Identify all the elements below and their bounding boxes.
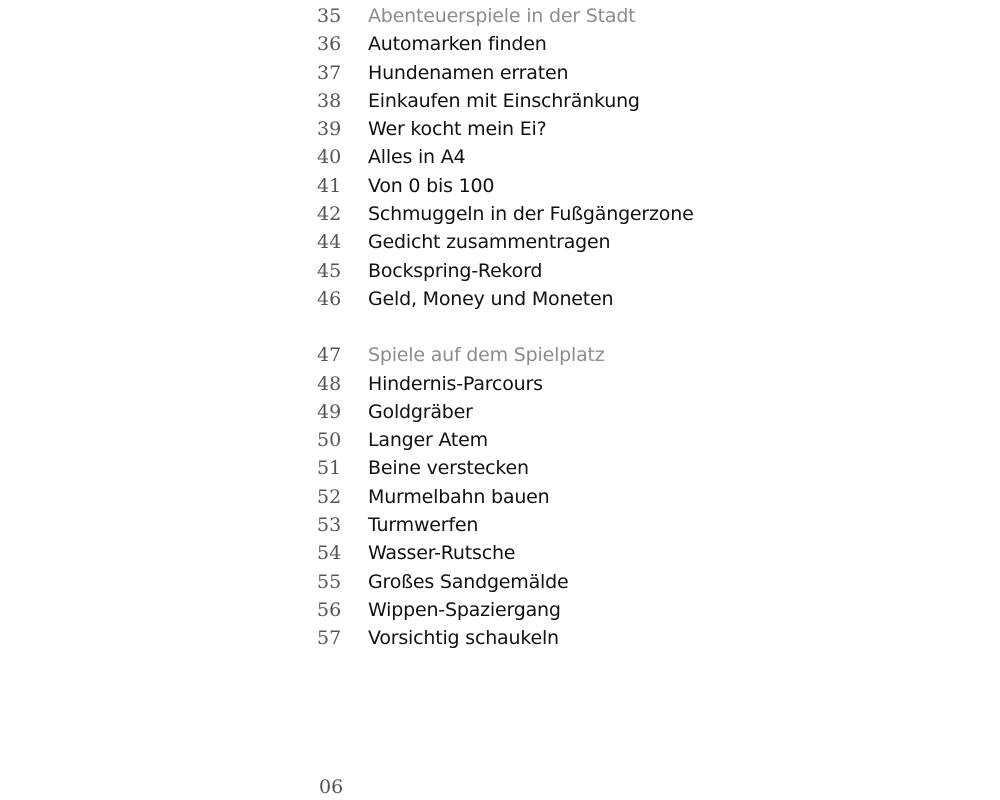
- toc-entry: [317, 172, 797, 200]
- toc-entry: [317, 596, 797, 624]
- page-number: 36: [317, 33, 342, 56]
- footer-page-number: 06: [319, 776, 344, 798]
- page-number: 41: [317, 174, 342, 197]
- section-heading: [317, 341, 797, 369]
- toc-entry: [317, 59, 797, 87]
- entry-title: Turmwerfen: [368, 514, 479, 537]
- entry-title: Langer Atem: [368, 429, 488, 452]
- entry-title: Geld, Money und Moneten: [368, 287, 614, 310]
- entry-title: Gedicht zusammentragen: [368, 231, 611, 254]
- entry-title: Großes Sandgemälde: [368, 570, 569, 593]
- toc-entry: [317, 511, 797, 539]
- toc-entry: [317, 30, 797, 58]
- page-number: 47: [317, 344, 342, 367]
- page-number: 57: [317, 627, 342, 650]
- page-number: 51: [317, 457, 342, 480]
- toc-entry: [317, 483, 797, 511]
- entry-title: Bockspring-Rekord: [368, 259, 543, 282]
- section-title: Abenteuerspiele in der Stadt: [368, 5, 636, 27]
- page-number: 56: [317, 598, 342, 621]
- entry-title: Hundenamen erraten: [368, 61, 569, 84]
- page-number: 55: [317, 570, 342, 593]
- page-number: 35: [317, 5, 342, 27]
- toc-entry: [317, 87, 797, 115]
- page-number: 39: [317, 118, 342, 141]
- page-number: 54: [317, 542, 342, 565]
- toc-entry: [317, 285, 797, 313]
- entry-title: Schmuggeln in der Fußgängerzone: [368, 203, 694, 226]
- toc-entry: [317, 398, 797, 426]
- entry-title: Alles in A4: [368, 146, 466, 169]
- page-number: 46: [317, 287, 342, 310]
- page-number: 45: [317, 259, 342, 282]
- page-number: 42: [317, 203, 342, 226]
- entry-title: Hindernis-Parcours: [368, 372, 543, 395]
- entry-title: Vorsichtig schaukeln: [368, 627, 559, 650]
- toc-entry: [317, 257, 797, 285]
- toc-entry: [317, 143, 797, 171]
- entry-title: Von 0 bis 100: [368, 174, 495, 197]
- entry-title: Goldgräber: [368, 400, 473, 423]
- entry-title: Murmelbahn bauen: [368, 485, 550, 508]
- table-of-contents: [317, 2, 797, 653]
- toc-entry: [317, 370, 797, 398]
- page-number: 37: [317, 61, 342, 84]
- entry-title: Wer kocht mein Ei?: [368, 118, 547, 141]
- entry-title: Beine verstecken: [368, 457, 529, 480]
- toc-entry: [317, 454, 797, 482]
- toc-entry: [317, 115, 797, 143]
- page-number: 52: [317, 485, 342, 508]
- section-heading: [317, 2, 797, 30]
- page-number: 40: [317, 146, 342, 169]
- page-number: 53: [317, 514, 342, 537]
- page-number: 48: [317, 372, 342, 395]
- page-number: 38: [317, 89, 342, 112]
- toc-entry: [317, 539, 797, 567]
- toc-entry: [317, 624, 797, 652]
- entry-title: Wasser-Rutsche: [368, 542, 516, 565]
- toc-entry: [317, 568, 797, 596]
- entry-title: Wippen-Spaziergang: [368, 598, 561, 621]
- toc-entry: [317, 200, 797, 228]
- toc-section-city-games: [317, 2, 797, 313]
- page-number: 49: [317, 400, 342, 423]
- page-number: 50: [317, 429, 342, 452]
- section-title: Spiele auf dem Spielplatz: [368, 344, 605, 367]
- toc-entry: [317, 426, 797, 454]
- entry-title: Automarken finden: [368, 33, 547, 56]
- page-number: 44: [317, 231, 342, 254]
- toc-section-playground-games: [317, 341, 797, 652]
- entry-title: Einkaufen mit Einschränkung: [368, 89, 640, 112]
- toc-entry: [317, 228, 797, 256]
